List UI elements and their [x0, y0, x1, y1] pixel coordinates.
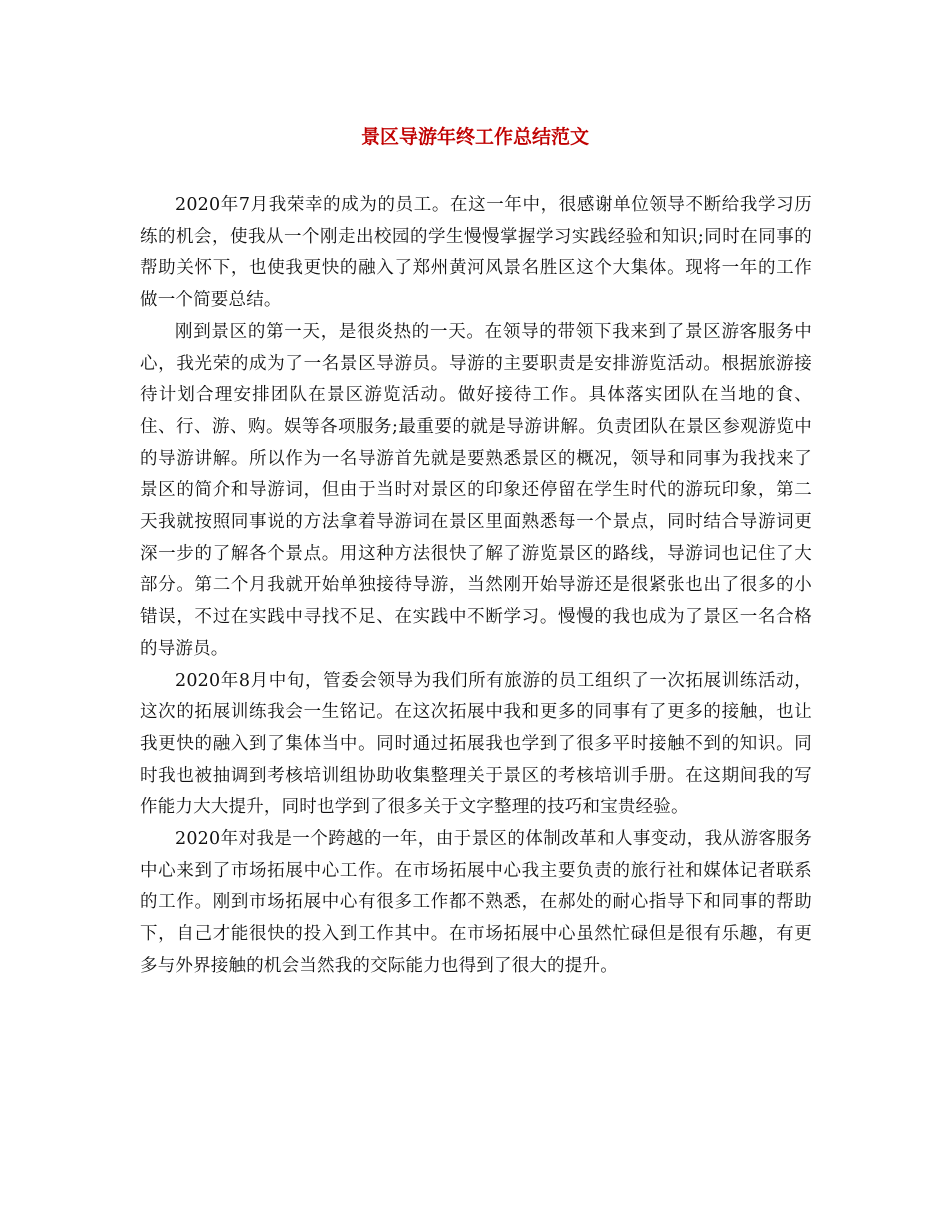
document-body	[140, 190, 812, 983]
paragraph-1: 2020年7月我荣幸的成为的员工。在这一年中，很感谢单位领导不断给我学习历练的机会，使我从一个刚走出校园的学生慢慢掌握学习实践经验和知识;同时在同事的帮助关怀下，也使我更快的融入了郑州黄河风景名胜区这个大集体。现将一年的工作做一个简要总结。	[140, 195, 812, 311]
document-title: 景区导游年终工作总结范文	[360, 126, 589, 148]
paragraph-2: 刚到景区的第一天，是很炎热的一天。在领导的带领下我来到了景区游客服务中心，我光荣的成为了一名景区导游员。导游的主要职责是安排游览活动。根据旅游接待计划合理安排团队在景区游览活动。做好接待工作。具体落实团队在当地的食、住、行、游、购。娱等各项服务;最重要的就是导游讲解。负责团队在景区参观游览中的导游讲解。所以作为一名导游首先就是要熟悉景区的概况，领导和同事为我找来了景区的简介和导游词，但由于当时对景区的印象还停留在学生时代的游玩印象，第二天我就按照同事说的方法拿着导游词在景区里面熟悉每一个景点，同时结合导游词更深一步的了解各个景点。用这种方法很快了解了游览景区的路线，导游词也记住了大部分。第二个月我就开始单独接待导游，当然刚开始导游还是很紧张也出了很多的小错误，不过在实践中寻找不足、在实践中不断学习。慢慢的我也成为了景区一名合格的导游员。	[140, 321, 812, 659]
paragraph-4: 2020年对我是一个跨越的一年，由于景区的体制改革和人事变动，我从游客服务中心来到了市场拓展中心工作。在市场拓展中心我主要负责的旅行社和媒体记者联系的工作。刚到市场拓展中心有很多工作都不熟悉，在郝处的耐心指导下和同事的帮助下，自己才能很快的投入到工作其中。在市场拓展中心虽然忙碌但是很有乐趣，有更多与外界接触的机会当然我的交际能力也得到了很大的提升。	[140, 829, 812, 976]
paragraph-3: 2020年8月中旬，管委会领导为我们所有旅游的员工组织了一次拓展训练活动，这次的拓展训练我会一生铭记。在这次拓展中我和更多的同事有了更多的接触，也让我更快的融入到了集体当中。同时通过拓展我也学到了很多平时接触不到的知识。同时我也被抽调到考核培训组协助收集整理关于景区的考核培训手册。在这期间我的写作能力大大提升，同时也学到了很多关于文字整理的技巧和宝贵经验。	[140, 670, 812, 818]
